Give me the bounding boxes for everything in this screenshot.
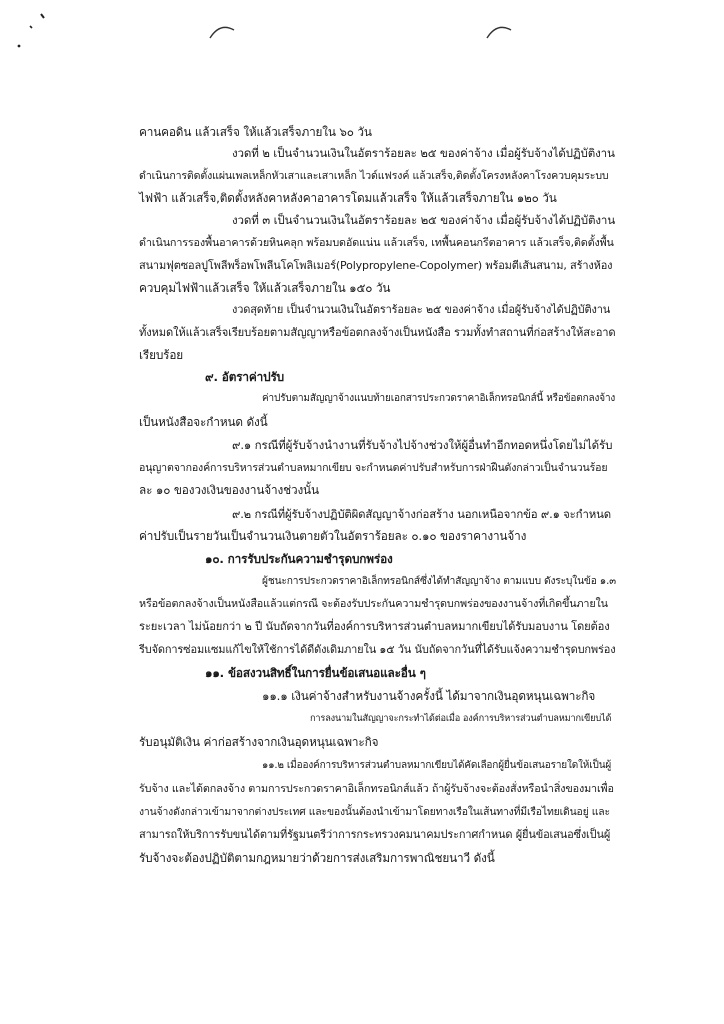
text-line: ละ ๑๐ ของวงเงินของงานจ้างช่วงนั้น bbox=[139, 483, 319, 497]
text-line: ค่าปรับเป็นรายวันเป็นจำนวนเงินตายตัวในอัตราร้อยละ ๐.๑๐ ของราคางานจ้าง bbox=[139, 529, 527, 543]
text-line: รับจ้าง และได้ตกลงจ้าง ตามการประกวดราคาอิเล็กทรอนิกส์แล้ว ถ้าผู้รับจ้างจะต้องสั่งหรือนำสิ่งของมาเพื่อ bbox=[139, 782, 614, 795]
text-line: หรือข้อตกลงจ้างเป็นหนังสือแล้วแต่กรณี จะต้องรับประกันความชำรุดบกพร่องของงานจ้างที่เกิดขึ้นภายใน bbox=[139, 597, 608, 610]
section-heading: ๙. อัตราค่าปรับ bbox=[205, 370, 284, 384]
text-line: เป็นหนังสือจะกำหนด ดังนี้ bbox=[139, 415, 268, 429]
text-line: ๙.๑ กรณีที่ผู้รับจ้างนำงานที่รับจ้างไปจ้างช่วงให้ผู้อื่นทำอีกทอดหนึ่งโดยไม่ได้รับ bbox=[232, 438, 613, 452]
text-line: ทั้งหมดให้แล้วเสร็จเรียบร้อยตามสัญญาหรือข้อตกลงจ้างเป็นหนังสือ รวมทั้งทำสถานที่ก่อสร้างให้สะอาด bbox=[139, 326, 616, 339]
text-line: ควบคุมไฟฟ้าแล้วเสร็จ ให้แล้วเสร็จภายใน ๑๕๐ วัน bbox=[139, 281, 391, 295]
punch-hole-left bbox=[210, 27, 234, 38]
text-line: สามารถให้บริการรับขนได้ตามที่รัฐมนตรีว่าการกระทรวงคมนาคมประกาศกำหนด ผู้ยื่นข้อเสนอซึ่งเป็นผู้ bbox=[139, 828, 611, 841]
text-line: สนามฟุตซอลปูโพลีพร็อพโพลีนโคโพลิเมอร์(Polypropylene-Copolymer) พร้อมตีเส้นสนาม, สร้างห้อง bbox=[139, 259, 613, 272]
text-line: ๑๑.๑ เงินค่าจ้างสำหรับงานจ้างครั้งนี้ ได้มาจากเงินอุดหนุนเฉพาะกิจ bbox=[262, 689, 596, 703]
section-heading: ๑๑. ข้อสงวนสิทธิ์ในการยื่นข้อเสนอและอื่น ๆ bbox=[205, 666, 426, 680]
text-line: งวดที่ ๒ เป็นจำนวนเงินในอัตราร้อยละ ๒๕ ของค่าจ้าง เมื่อผู้รับจ้างได้ปฏิบัติงาน bbox=[232, 146, 615, 160]
text-line: เรียบร้อย bbox=[139, 348, 184, 362]
text-line: ดำเนินการติดตั้งแผ่นเพลเหล็กหัวเสาและเสาเหล็ก ไวด์แฟรงค์ แล้วเสร็จ,ติดตั้งโครงหลังคาโรงควบคุมระบบ bbox=[139, 170, 609, 182]
text-line: งานจ้างดังกล่าวเข้ามาจากต่างประเทศ และของนั้นต้องนำเข้ามาโดยทางเรือในเส้นทางที่มีเรือไทยเดินอยู่ และ bbox=[139, 806, 610, 818]
scan-artifacts bbox=[0, 0, 724, 60]
scan-speck bbox=[18, 45, 21, 48]
text-line: คานคอดิน แล้วเสร็จ ให้แล้วเสร็จภายใน ๖๐ วัน bbox=[139, 125, 372, 139]
text-line: ไฟฟ้า แล้วเสร็จ,ติดตั้งหลังคาหลังคาอาคารโดมแล้วเสร็จ ให้แล้วเสร็จภายใน ๑๒๐ วัน bbox=[139, 191, 557, 205]
text-line: ค่าปรับตามสัญญาจ้างแนบท้ายเอกสารประกวดราคาอิเล็กทรอนิกส์นี้ หรือข้อตกลงจ้าง bbox=[262, 393, 616, 404]
text-line: ระยะเวลา ไม่น้อยกว่า ๒ ปี นับถัดจากวันที่องค์การบริหารส่วนตำบลหมากเขียบได้รับมอบงาน โดยต้อง bbox=[139, 620, 610, 633]
punch-hole-right bbox=[487, 27, 511, 38]
scan-speck bbox=[30, 26, 32, 28]
text-line: การลงนามในสัญญาจะกระทำได้ต่อเมื่อ องค์การบริหารส่วนตำบลหมากเขียบได้ bbox=[310, 713, 612, 724]
scan-speck bbox=[41, 14, 44, 18]
text-line: รับจ้างจะต้องปฏิบัติตามกฎหมายว่าด้วยการส่งเสริมการพาณิชยนาวี ดังนี้ bbox=[139, 851, 495, 865]
text-line: รีบจัดการซ่อมแซมแก้ไขให้ใช้การได้ดีดังเดิมภายใน ๑๕ วัน นับถัดจากวันที่ได้รับแจ้งความชำรุดบกพร่อง bbox=[139, 643, 616, 656]
text-line: รับอนุมัติเงิน ค่าก่อสร้างจากเงินอุดหนุนเฉพาะกิจ bbox=[139, 735, 379, 749]
text-line: ๙.๒ กรณีที่ผู้รับจ้างปฏิบัติผิดสัญญาจ้างก่อสร้าง นอกเหนือจากข้อ ๙.๑ จะกำหนด bbox=[232, 507, 612, 521]
text-line: งวดที่ ๓ เป็นจำนวนเงินในอัตราร้อยละ ๒๕ ของค่าจ้าง เมื่อผู้รับจ้างได้ปฏิบัติงาน bbox=[232, 213, 616, 227]
text-line: งวดสุดท้าย เป็นจำนวนเงินในอัตราร้อยละ ๒๕ ของค่าจ้าง เมื่อผู้รับจ้างได้ปฏิบัติงาน bbox=[232, 303, 611, 316]
text-line: ดำเนินการรองพื้นอาคารด้วยหินคลุก พร้อมบดอัดแน่น แล้วเสร็จ, เทพื้นคอนกรีตอาคาร แล้วเสร็จ,ติดตั้งพื้น bbox=[139, 236, 614, 249]
text-line: ๑๑.๒ เมื่อองค์การบริหารส่วนตำบลหมากเขียบได้คัดเลือกผู้ยื่นข้อเสนอรายใดให้เป็นผู้ bbox=[262, 760, 612, 771]
text-line: ผู้ชนะการประกวดราคาอิเล็กทรอนิกส์ซึ่งได้ทำสัญญาจ้าง ตามแบบ ดังระบุในข้อ ๑.๓ bbox=[262, 576, 616, 587]
text-line: อนุญาตจากองค์การบริหารส่วนตำบลหมากเขียบ จะกำหนดค่าปรับสำหรับการฝ่าฝืนดังกล่าวเป็นจำนวนร้อย bbox=[139, 462, 608, 474]
section-heading: ๑๐. การรับประกันความชำรุดบกพร่อง bbox=[205, 552, 393, 566]
